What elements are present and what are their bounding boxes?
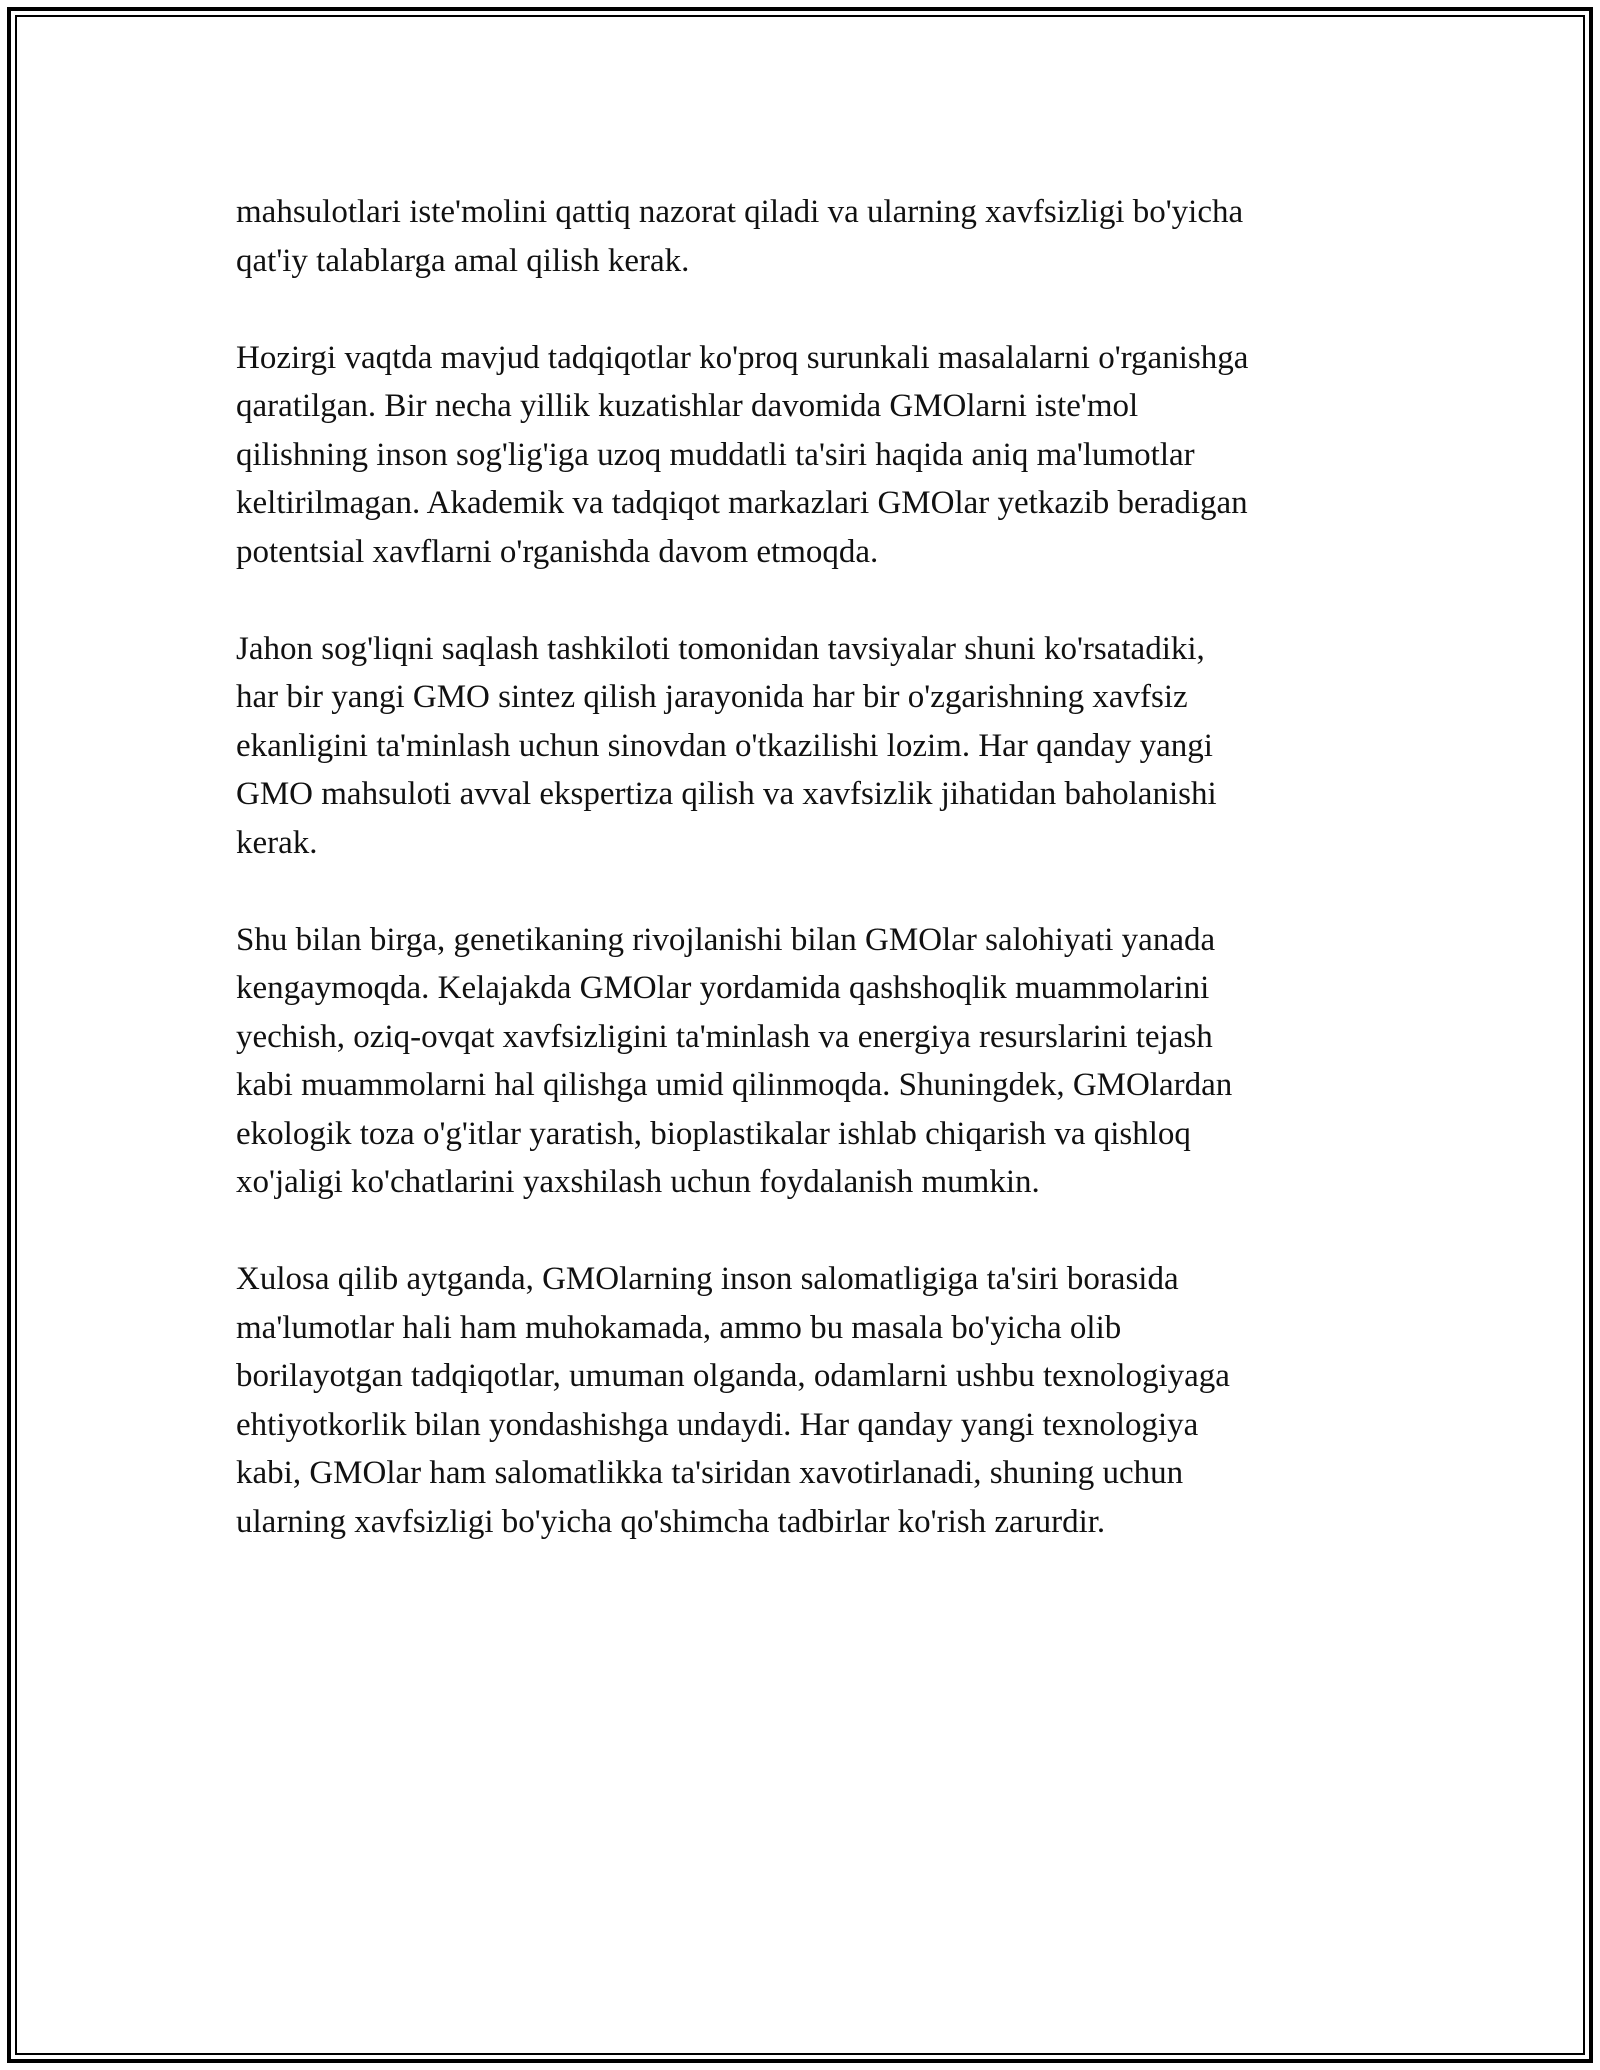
text-line: Xulosa qilib aytganda, GMOlarning inson salomatligiga ta'siri borasida xyxy=(236,1261,1179,1297)
text-line: Jahon sog'liqni saqlash tashkiloti tomonidan tavsiyalar shuni ko'rsatadiki, xyxy=(236,630,1205,667)
text-line: keltirilmagan. Akademik va tadqiqot markazlari GMOlar yetkazib beradigan xyxy=(236,485,1248,521)
document-body xyxy=(236,188,1376,1595)
text-line: potentsial xavflarni o'rganishda davom etmoqda. xyxy=(236,533,879,570)
paragraph-4 xyxy=(236,916,1376,1207)
text-line: qaratilgan. Bir necha yillik kuzatishlar davomida GMOlarni iste'mol xyxy=(236,388,1139,424)
text-line: qat'iy talablarga amal qilish kerak. xyxy=(236,242,690,279)
paragraph-2 xyxy=(236,334,1376,577)
text-line: qilishning inson sog'lig'iga uzoq muddatli ta'siri haqida aniq ma'lumotlar xyxy=(236,436,1195,473)
text-line: har bir yangi GMO sintez qilish jarayonida har bir o'zgarishning xavfsiz xyxy=(236,679,1188,715)
text-line: Shu bilan birga, genetikaning rivojlanishi bilan GMOlar salohiyati yanada xyxy=(236,921,1216,958)
text-line: kerak. xyxy=(236,824,318,861)
text-line: borilayotgan tadqiqotlar, umuman olganda, odamlarni ushbu texnologiyaga xyxy=(236,1358,1230,1394)
text-line: ularning xavfsizligi bo'yicha qo'shimcha tadbirlar ko'rish zarurdir. xyxy=(236,1503,1106,1540)
paragraph-5 xyxy=(236,1255,1376,1546)
text-line: ehtiyotkorlik bilan yondashishga undaydi. Har qanday yangi texnologiya xyxy=(236,1406,1199,1443)
text-line: mahsulotlari iste'molini qattiq nazorat qiladi va ularning xavfsizligi bo'yicha xyxy=(236,194,1244,230)
text-line: Hozirgi vaqtda mavjud tadqiqotlar ko'proq surunkali masalalarni o'rganishga xyxy=(236,339,1249,376)
text-line: ma'lumotlar hali ham muhokamada, ammo bu masala bo'yicha olib xyxy=(236,1309,1122,1346)
text-line: xo'jaligi ko'chatlarini yaxshilash uchun foydalanish mumkin. xyxy=(236,1164,1040,1200)
text-line: yechish, oziq-ovqat xavfsizligini ta'minlash va energiya resurslarini tejash xyxy=(236,1018,1213,1055)
text-line: kengaymoqda. Kelajakda GMOlar yordamida qashshoqlik muammolarini xyxy=(236,970,1210,1006)
text-line: kabi, GMOlar ham salomatlikka ta'siridan xavotirlanadi, shuning uchun xyxy=(236,1455,1184,1491)
text-line: ekologik toza o'g'itlar yaratish, bioplastikalar ishlab chiqarish va qishloq xyxy=(236,1115,1191,1152)
paragraph-1 xyxy=(236,188,1376,285)
text-line: GMO mahsuloti avval ekspertiza qilish va xavfsizlik jihatidan baholanishi xyxy=(236,776,1217,812)
text-line: kabi muammolarni hal qilishga umid qilinmoqda. Shuningdek, GMOlardan xyxy=(236,1067,1233,1103)
paragraph-3 xyxy=(236,625,1376,868)
text-line: ekanligini ta'minlash uchun sinovdan o'tkazilishi lozim. Har qanday yangi xyxy=(236,727,1213,764)
